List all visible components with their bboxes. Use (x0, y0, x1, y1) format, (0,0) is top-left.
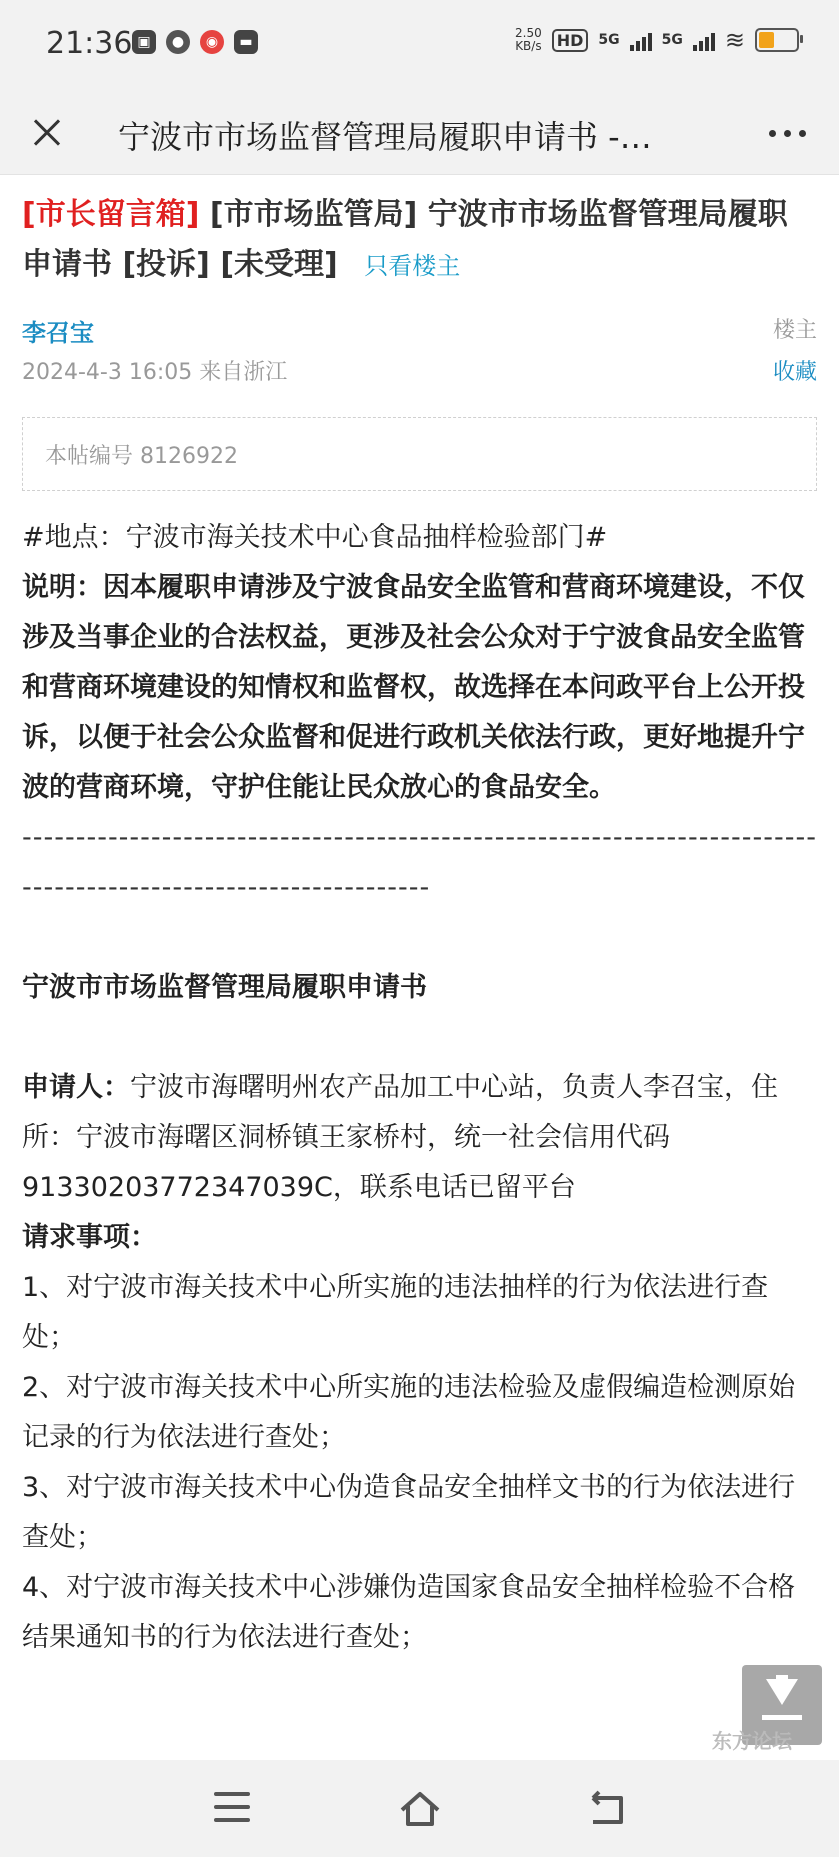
request-item: 1、对宁波市海关技术中心所实施的违法抽样的行为依法进行查处； (22, 1272, 769, 1353)
tag-bureau[interactable]: [市市场监管局] (209, 197, 418, 232)
post-content (22, 190, 817, 1663)
tag-type[interactable]: [投诉] (122, 247, 210, 282)
applicant-text: 宁波市海曙明州农产品加工中心站，负责人李召宝，住所：宁波市海曙区洞桥镇王家桥村，统一社会信用代码91330203772347039C，联系电话已留平台 (22, 1072, 778, 1203)
request-item: 2、对宁波市海关技术中心所实施的违法检验及虚假编造检测原始记录的行为依法进行查处； (22, 1372, 796, 1453)
close-icon[interactable] (22, 108, 72, 158)
signal-bars-icon (630, 29, 652, 51)
net-speed-unit: KB/s (515, 39, 542, 53)
title-bar (0, 92, 839, 175)
tag-status[interactable]: [未受理] (220, 247, 338, 282)
back-icon[interactable] (585, 1788, 629, 1828)
signal-5g-label-2: 5G (661, 32, 683, 48)
post-number-box (22, 417, 817, 491)
note-paragraph (22, 563, 817, 813)
author-row (22, 313, 817, 403)
download-icon (766, 1679, 798, 1705)
tag-mailbox[interactable]: [市长留言箱] (22, 197, 200, 232)
page-title: 宁波市市场监督管理局履职申请书 -… (118, 118, 652, 156)
note-text: 因本履职申请涉及宁波食品安全监管和营商环境建设，不仅涉及当事企业的合法权益，更涉及社会公众对于宁波食品安全监管和营商环境建设的知情权和监督权，故选择在本问政平台上公开投诉，以便于社会公众监督和促进行政机关依法行政，更好地提升宁波的营商环境，守护住能让民众放心的食品安全。 (22, 572, 805, 803)
hd-badge: HD (552, 29, 589, 52)
more-icon[interactable] (757, 110, 817, 156)
battery-icon (755, 28, 799, 52)
system-nav-bar (0, 1760, 839, 1857)
applicant-paragraph (22, 1063, 817, 1213)
favorite-link[interactable]: 收藏 (772, 360, 817, 385)
net-speed (515, 27, 542, 53)
wifi-icon: ≋ (724, 26, 745, 54)
gallery-icon: ▣ (132, 30, 156, 54)
note-label: 说明： (22, 572, 103, 603)
notification-icons (132, 30, 258, 54)
post-body (22, 513, 817, 1663)
menu-icon[interactable] (214, 1792, 250, 1822)
weibo-icon: ◉ (200, 30, 224, 54)
location-line: #地点：宁波市海关技术中心食品抽样检验部门# (22, 522, 608, 553)
divider-line: ---------------------------------------------------------------------------------------------------------------- (22, 822, 817, 903)
request-label: 请求事项： (22, 1222, 157, 1253)
net-speed-value: 2.50 (515, 26, 542, 40)
home-icon[interactable] (398, 1788, 442, 1828)
request-item: 3、对宁波市海关技术中心伪造食品安全抽样文书的行为依法进行查处； (22, 1472, 796, 1553)
title-main: 宁波市市场监督管理局履职申请书 (22, 197, 788, 282)
signal-bars-icon-2 (693, 29, 715, 51)
author-name[interactable]: 李召宝 (22, 319, 94, 347)
only-op-link[interactable]: 只看楼主 (364, 252, 461, 280)
doc-title: 宁波市市场监督管理局履职申请书 (22, 972, 427, 1003)
post-meta: 2024-4-3 16:05 来自浙江 (22, 360, 288, 385)
battery-fill (759, 32, 774, 48)
wechat-icon: ● (166, 30, 190, 54)
applicant-label: 申请人： (22, 1072, 130, 1103)
status-bar (0, 0, 839, 92)
message-icon: ▬ (234, 30, 258, 54)
signal-5g-label-1: 5G (598, 32, 620, 48)
request-item: 4、对宁波市海关技术中心涉嫌伪造国家食品安全抽样检验不合格结果通知书的行为依法进行查处； (22, 1572, 796, 1653)
floor-label: 楼主 (772, 318, 817, 343)
status-time: 21:36 (46, 26, 133, 61)
download-bar (762, 1715, 802, 1720)
watermark-logo: 东方论坛 (712, 1729, 792, 1753)
status-right (515, 26, 799, 54)
post-number: 本帖编号 8126922 (45, 443, 238, 469)
post-title (22, 190, 817, 291)
